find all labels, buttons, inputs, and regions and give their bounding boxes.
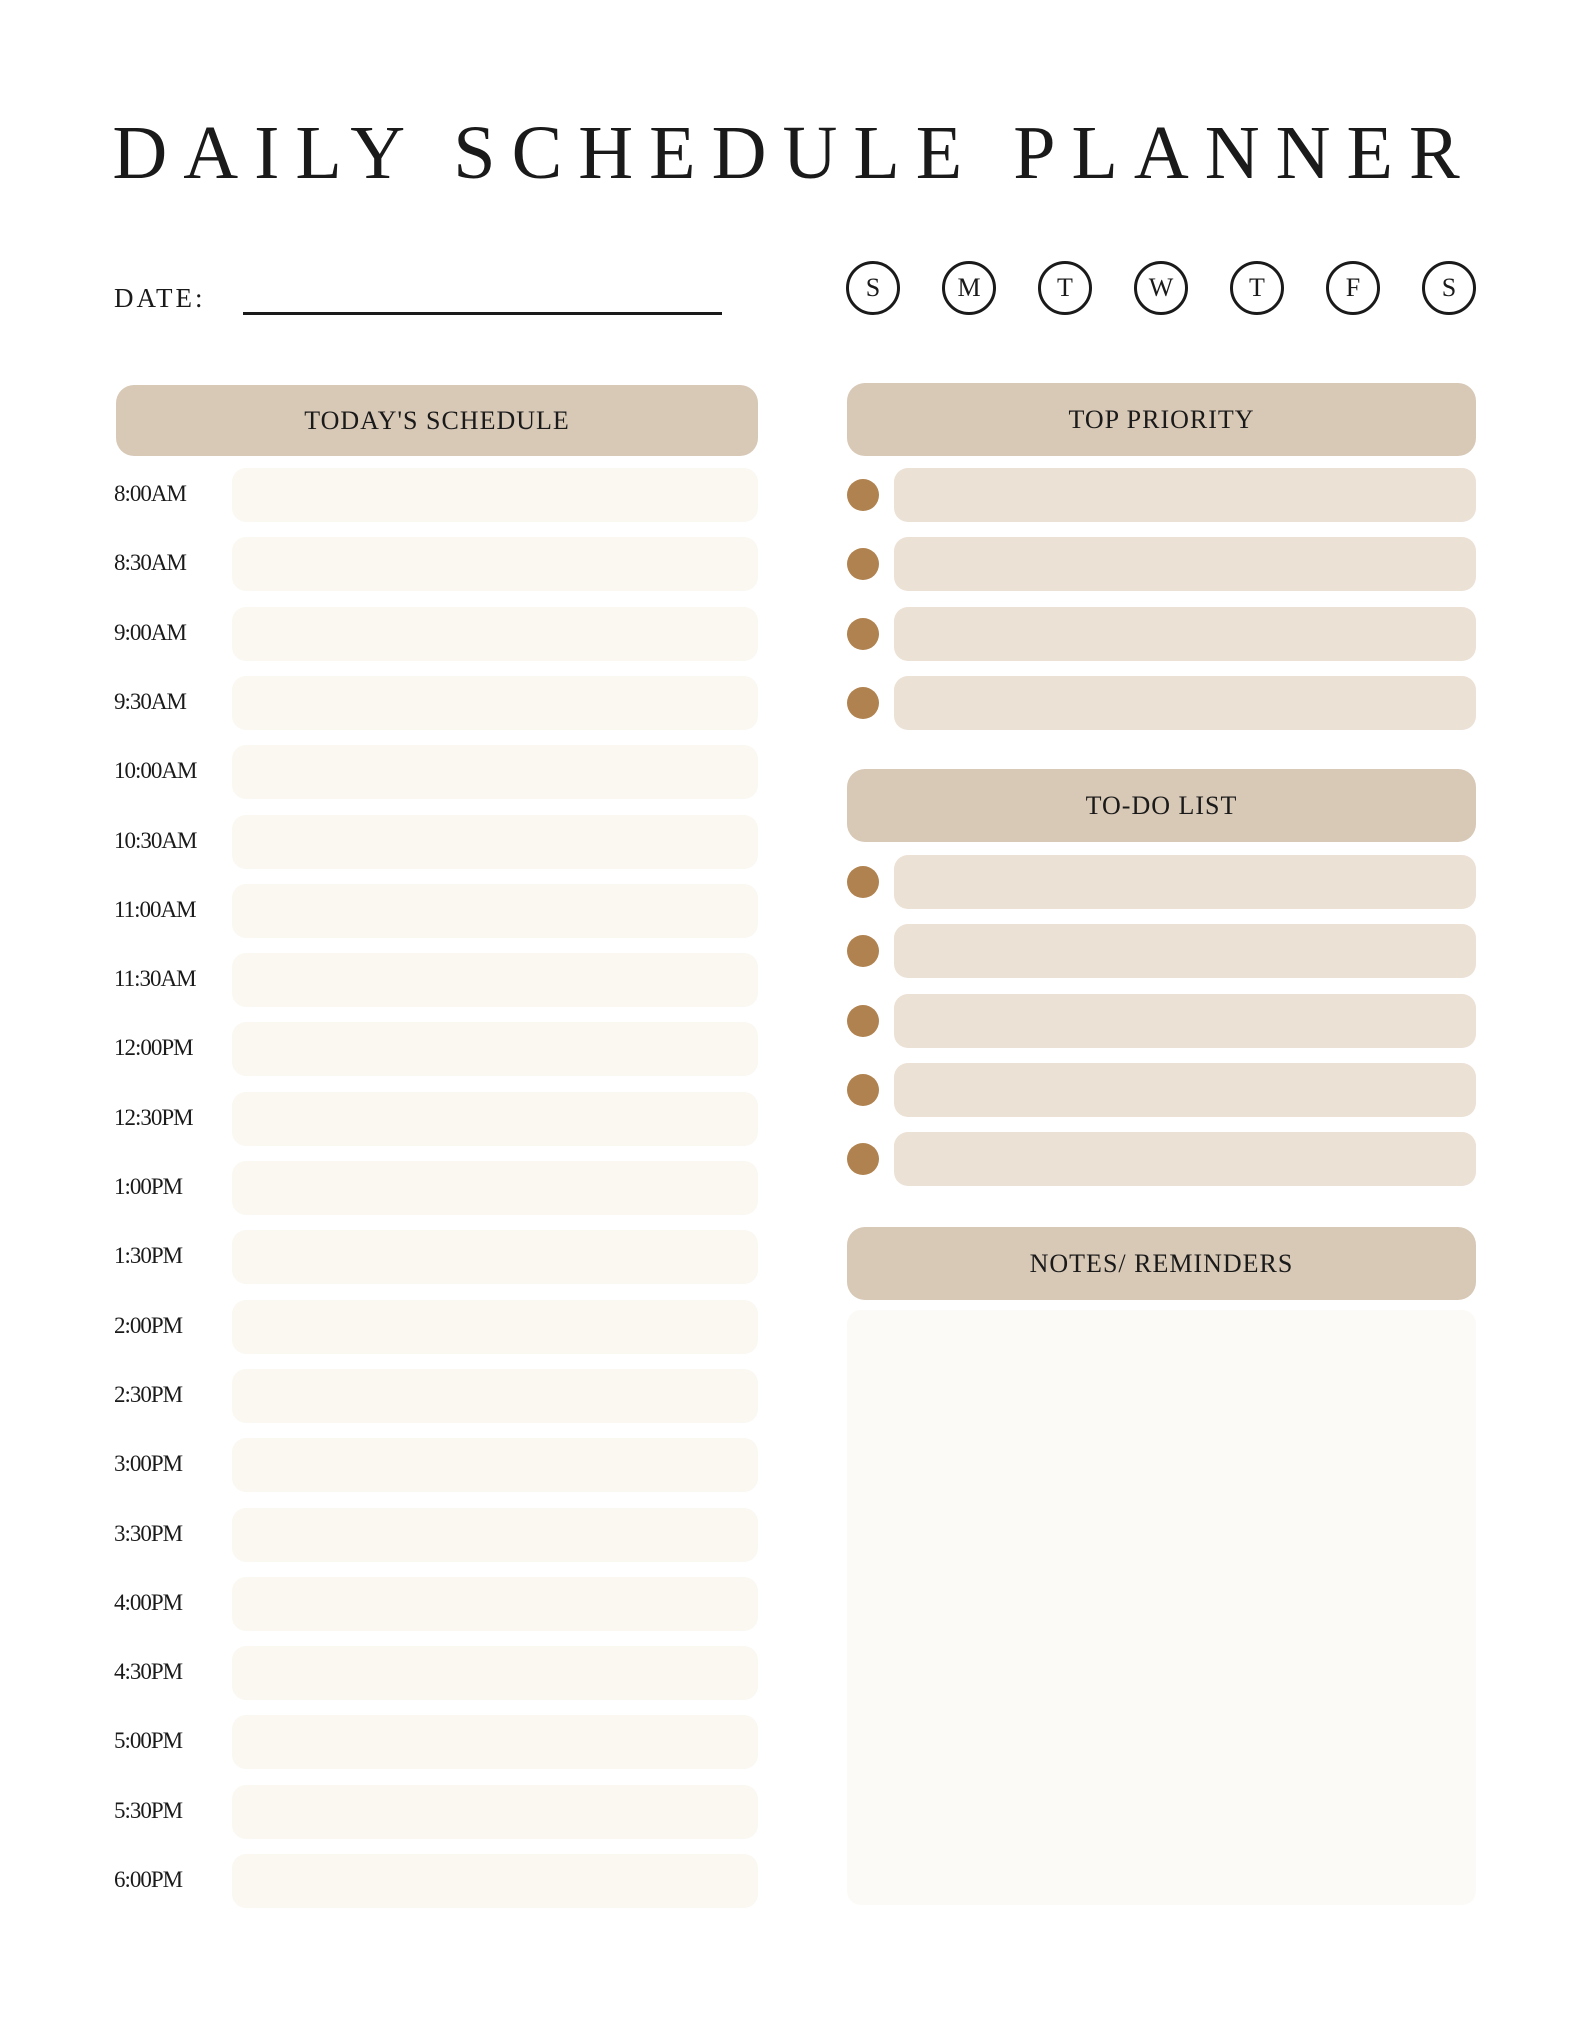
bullet-icon — [847, 1143, 879, 1175]
time-label: 12:00PM — [114, 1035, 193, 1061]
weekday-thursday[interactable]: T — [1230, 261, 1284, 315]
weekday-saturday[interactable]: S — [1422, 261, 1476, 315]
todo-item[interactable] — [894, 994, 1476, 1048]
time-label: 10:30AM — [114, 827, 197, 853]
schedule-header: TODAY'S SCHEDULE — [116, 385, 758, 456]
time-label: 5:30PM — [114, 1797, 183, 1823]
schedule-slot[interactable] — [232, 1785, 758, 1839]
page-title: DAILY SCHEDULE PLANNER — [112, 111, 1476, 195]
schedule-slot[interactable] — [232, 815, 758, 869]
time-label: 8:30AM — [114, 550, 186, 576]
priority-item[interactable] — [894, 676, 1476, 730]
schedule-slot[interactable] — [232, 953, 758, 1007]
schedule-slot[interactable] — [232, 1369, 758, 1423]
time-label: 1:00PM — [114, 1174, 183, 1199]
time-label: 4:30PM — [114, 1659, 183, 1685]
time-label: 3:30PM — [114, 1520, 183, 1546]
priority-item[interactable] — [894, 468, 1476, 522]
time-label: 2:30PM — [114, 1381, 183, 1407]
time-label: 8:00AM — [114, 481, 186, 506]
todo-header: TO-DO LIST — [847, 769, 1476, 842]
weekday-tuesday[interactable]: T — [1038, 261, 1092, 315]
bullet-icon — [847, 1005, 879, 1037]
notes-header: NOTES/ REMINDERS — [847, 1227, 1476, 1300]
todo-item[interactable] — [894, 1132, 1476, 1186]
priority-item[interactable] — [894, 537, 1476, 591]
weekday-selector — [0, 261, 1588, 317]
schedule-slot[interactable] — [232, 1092, 758, 1146]
time-label: 12:30PM — [114, 1104, 193, 1130]
schedule-slot[interactable] — [232, 1438, 758, 1492]
schedule-slot[interactable] — [232, 676, 758, 730]
time-label: 10:00AM — [114, 758, 197, 784]
time-label: 11:30AM — [114, 966, 196, 992]
weekday-monday[interactable]: M — [942, 261, 996, 315]
notes-box[interactable] — [847, 1310, 1476, 1905]
schedule-slot[interactable] — [232, 884, 758, 938]
schedule-slot[interactable] — [232, 1161, 758, 1215]
todo-item[interactable] — [894, 924, 1476, 978]
bullet-icon — [847, 618, 879, 650]
schedule-slot[interactable] — [232, 1230, 758, 1284]
weekday-wednesday[interactable]: W — [1134, 261, 1188, 315]
bullet-icon — [847, 1074, 879, 1106]
schedule-slot[interactable] — [232, 1646, 758, 1700]
time-label: 5:00PM — [114, 1728, 183, 1754]
schedule-slot[interactable] — [232, 607, 758, 661]
top-priority-header: TOP PRIORITY — [847, 383, 1476, 456]
bullet-icon — [847, 687, 879, 719]
schedule-slot[interactable] — [232, 745, 758, 799]
weekday-friday[interactable]: F — [1326, 261, 1380, 315]
weekday-sunday[interactable]: S — [846, 261, 900, 315]
bullet-icon — [847, 935, 879, 967]
time-label: 11:00AM — [114, 896, 196, 922]
time-label: 3:00PM — [114, 1451, 183, 1477]
priority-item[interactable] — [894, 607, 1476, 661]
todo-item[interactable] — [894, 1063, 1476, 1117]
schedule-slot[interactable] — [232, 1715, 758, 1769]
bullet-icon — [847, 479, 879, 511]
date-label: DATE: — [114, 283, 206, 313]
todo-item[interactable] — [894, 855, 1476, 909]
schedule-slot[interactable] — [232, 468, 758, 522]
schedule-slot[interactable] — [232, 1508, 758, 1562]
schedule-slot[interactable] — [232, 1300, 758, 1354]
schedule-slot[interactable] — [232, 1854, 758, 1908]
schedule-slot[interactable] — [232, 1022, 758, 1076]
bullet-icon — [847, 548, 879, 580]
time-label: 4:00PM — [114, 1589, 183, 1615]
bullet-icon — [847, 866, 879, 898]
time-label: 6:00PM — [114, 1867, 183, 1892]
schedule-slot[interactable] — [232, 1577, 758, 1631]
time-label: 1:30PM — [114, 1243, 183, 1269]
time-label: 9:00AM — [114, 619, 186, 645]
time-label: 2:00PM — [114, 1312, 183, 1338]
schedule-slot[interactable] — [232, 537, 758, 591]
time-label: 9:30AM — [114, 688, 186, 714]
